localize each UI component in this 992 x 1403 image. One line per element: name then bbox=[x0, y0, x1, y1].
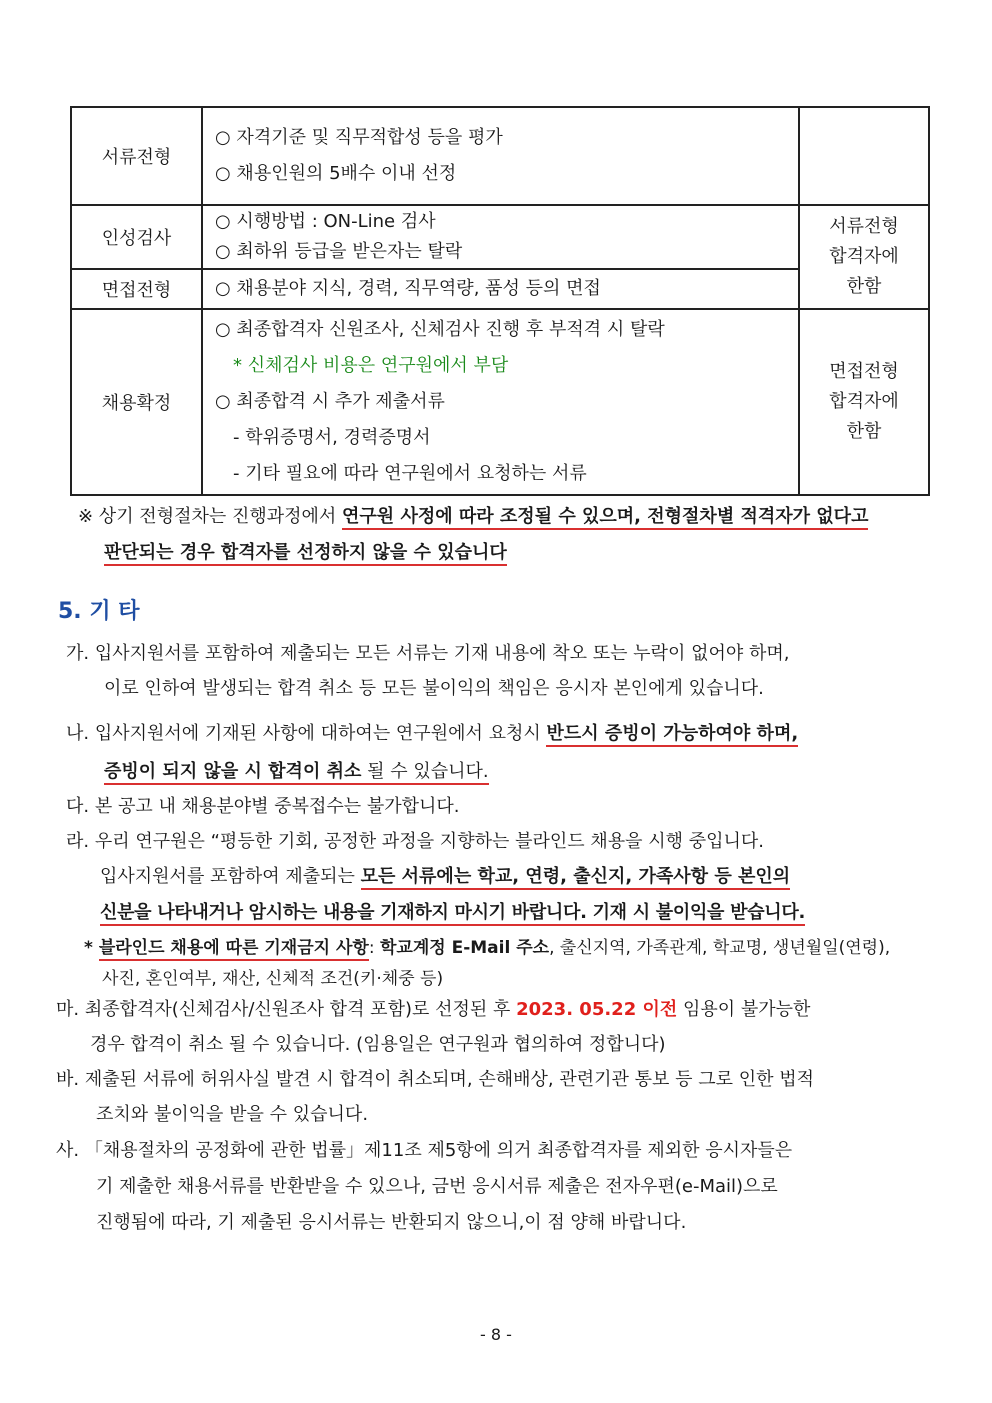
desc-line-green: * 신체검사 비용은 연구원에서 부담 bbox=[233, 355, 509, 376]
item-ra-line3 bbox=[100, 898, 805, 924]
row-label: 인성검사 bbox=[71, 205, 202, 269]
merged-note bbox=[799, 205, 929, 309]
item-na-line2 bbox=[104, 757, 489, 783]
selection-process-table bbox=[70, 106, 930, 496]
row-note bbox=[799, 309, 929, 495]
item-ma-line2: 경우 합격이 취소 될 수 있습니다. (임용일은 연구원과 협의하여 정합니다) bbox=[90, 1034, 666, 1055]
na-plain: 나. 입사지원서에 기재된 사항에 대하여는 연구원에서 요청시 bbox=[66, 723, 547, 744]
ra-plain: 입사지원서를 포함하여 제출되는 bbox=[100, 866, 361, 887]
page-number: - 8 - bbox=[480, 1325, 512, 1344]
blind-rest: , 출신지역, 가족관계, 학교명, 생년월일(연령), bbox=[549, 938, 891, 958]
row-desc bbox=[202, 107, 799, 205]
notice-line-1 bbox=[78, 502, 868, 528]
note-line: 면접전형 bbox=[829, 361, 899, 382]
item-ga-line1: 가. 입사지원서를 포함하여 제출되는 모든 서류는 기재 내용에 착오 또는 누락이 없어야 하며, bbox=[66, 643, 790, 664]
desc-line: ○ 최종합격 시 추가 제출서류 bbox=[215, 391, 445, 412]
note-line: 한함 bbox=[846, 276, 882, 297]
desc-line: ○ 채용인원의 5배수 이내 선정 bbox=[215, 163, 457, 184]
item-na-line1 bbox=[66, 719, 798, 745]
ra-bold: 모든 서류에는 학교, 연령, 출신지, 가족사항 등 본인의 bbox=[361, 866, 791, 890]
row-label: 채용확정 bbox=[71, 309, 202, 495]
blind-line1 bbox=[84, 933, 890, 958]
item-ra-line1: 라. 우리 연구원은 “평등한 기회, 공정한 과정을 지향하는 블라인드 채용을 시행 중입니다. bbox=[66, 831, 765, 852]
section-title: 5. 기 타 bbox=[58, 599, 140, 624]
desc-line: ○ 시행방법 : ON-Line 검사 bbox=[215, 211, 436, 232]
row-desc bbox=[202, 269, 799, 309]
row-desc bbox=[202, 309, 799, 495]
desc-line: ○ 자격기준 및 직무적합성 등을 평가 bbox=[215, 127, 503, 148]
desc-line: ○ 채용분야 지식, 경력, 직무역량, 품성 등의 면접 bbox=[215, 278, 601, 299]
ma-rest: 임용이 불가능한 bbox=[677, 999, 811, 1020]
item-ra-line2 bbox=[100, 862, 790, 888]
blind-line2: 사진, 혼인여부, 재산, 신체적 조건(키·체중 등) bbox=[102, 969, 444, 989]
note-line: 서류전형 bbox=[829, 216, 899, 237]
row-label: 면접전형 bbox=[71, 269, 202, 309]
row-desc bbox=[202, 205, 799, 269]
row-note bbox=[799, 107, 929, 205]
desc-line: ○ 최하위 등급을 받은자는 탈락 bbox=[215, 241, 463, 262]
row-label: 서류전형 bbox=[71, 107, 202, 205]
notice-bold: 판단되는 경우 합격자를 선정하지 않을 수 있습니다 bbox=[104, 542, 507, 566]
notice-line-2 bbox=[104, 538, 507, 564]
item-da: 다. 본 공고 내 채용분야별 중복접수는 불가합니다. bbox=[66, 796, 460, 817]
note-line: 한함 bbox=[846, 421, 882, 442]
item-ga-line2: 이로 인하여 발생되는 합격 취소 등 모든 불이익의 책임은 응시자 본인에게 있습니다. bbox=[104, 678, 764, 699]
note-line: 합격자에 bbox=[829, 391, 899, 412]
notice-prefix: ※ 상기 전형절차는 진행과정에서 bbox=[78, 506, 343, 527]
blind-star: * bbox=[84, 938, 99, 958]
na-plain: 될 수 있습니다. bbox=[361, 761, 489, 782]
na-bold: 반드시 증빙이 가능하여야 하며, bbox=[546, 723, 798, 747]
ma-red-date: 2023. 05.22 이전 bbox=[516, 999, 678, 1020]
ra-bold: 신분을 나타내거나 암시하는 내용을 기재하지 마시기 바랍니다. 기재 시 불이익을 받습니다. bbox=[100, 902, 805, 926]
na-bold: 증빙이 되지 않을 시 합격이 취소 bbox=[104, 761, 362, 782]
blind-bold2: 학교계정 E-Mail 주소 bbox=[379, 938, 550, 958]
desc-line: - 학위증명서, 경력증명서 bbox=[233, 427, 431, 448]
desc-line: ○ 최종합격자 신원조사, 신체검사 진행 후 부적격 시 탈락 bbox=[215, 319, 665, 340]
item-sa-line2: 기 제출한 채용서류를 반환받을 수 있으나, 금번 응시서류 제출은 전자우편(e-Mail)으로 bbox=[96, 1176, 778, 1197]
blind-colon: : bbox=[368, 938, 380, 958]
ma-plain: 마. 최종합격자(신체검사/신원조사 합격 포함)로 선정된 후 bbox=[56, 999, 517, 1020]
item-ma-line1 bbox=[56, 995, 810, 1021]
item-ba-line2: 조치와 불이익을 받을 수 있습니다. bbox=[96, 1104, 369, 1125]
notice-bold: 연구원 사정에 따라 조정될 수 있으며, 전형절차별 적격자가 없다고 bbox=[342, 506, 868, 530]
note-line: 합격자에 bbox=[829, 246, 899, 267]
item-sa-line1: 사. 「채용절차의 공정화에 관한 법률」제11조 제5항에 의거 최종합격자를 제외한 응시자들은 bbox=[56, 1140, 793, 1161]
item-ba-line1: 바. 제출된 서류에 허위사실 발견 시 합격이 취소되며, 손해배상, 관련기관 통보 등 그로 인한 법적 bbox=[56, 1069, 815, 1090]
blind-bold: 블라인드 채용에 따른 기재금지 사항 bbox=[99, 938, 369, 961]
desc-line: - 기타 필요에 따라 연구원에서 요청하는 서류 bbox=[233, 463, 587, 484]
item-sa-line3: 진행됨에 따라, 기 제출된 응시서류는 반환되지 않으니,이 점 양해 바랍니다. bbox=[96, 1212, 687, 1233]
